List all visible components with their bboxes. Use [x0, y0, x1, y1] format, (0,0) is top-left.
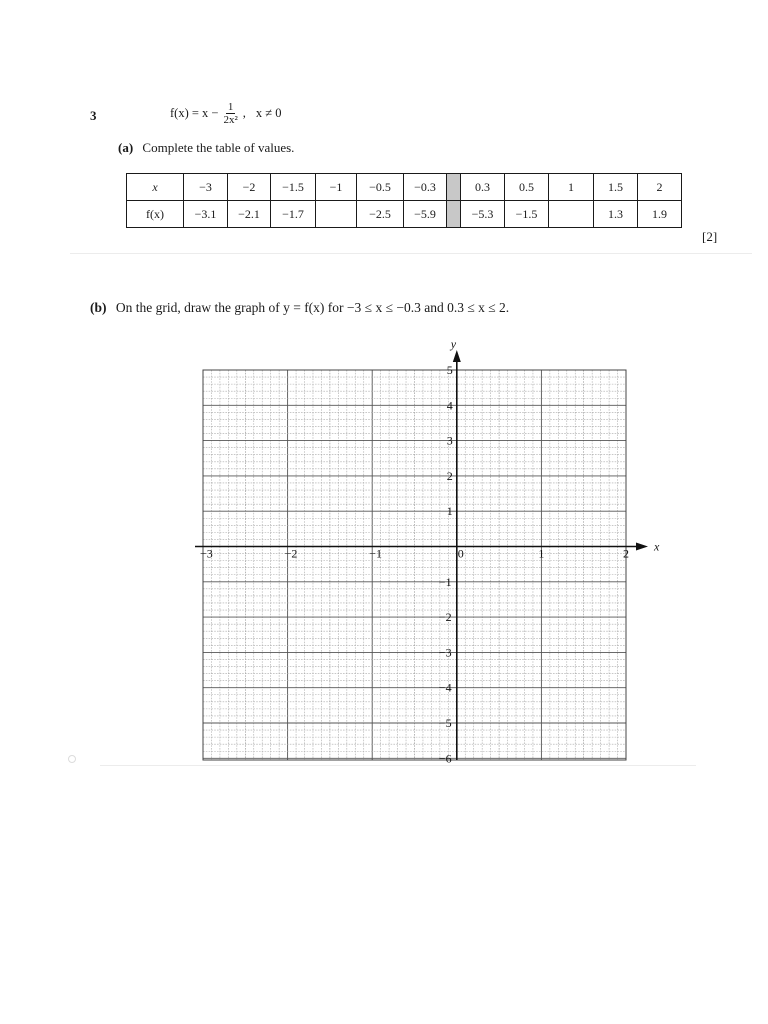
question-number: 3	[90, 108, 97, 123]
function-lhs: f(x) = x −	[170, 106, 219, 120]
table-cell-fx: −2.1	[228, 201, 271, 228]
y-tick-label: −2	[438, 610, 452, 625]
table-cell-fx: −1.5	[505, 201, 549, 228]
table-cell-x: 1	[549, 174, 594, 201]
part-a-instruction: Complete the table of values.	[142, 140, 295, 155]
table-cell-fx: −5.3	[461, 201, 505, 228]
table-cell-x: −3	[184, 174, 228, 201]
y-tick-label: −4	[438, 680, 452, 695]
x-axis-label: x	[654, 539, 660, 554]
fraction-numerator: 1	[227, 101, 234, 113]
fraction-denominator: 2x²	[223, 114, 238, 126]
x-tick-label: 1	[538, 546, 545, 561]
table-cell-fx: 1.3	[594, 201, 638, 228]
y-tick-label: −1	[438, 574, 452, 589]
y-tick-label: 3	[446, 433, 453, 448]
y-tick-label: −3	[438, 645, 452, 660]
table-cell-x: −2	[228, 174, 271, 201]
y-tick-label: 2	[446, 468, 453, 483]
x-tick-label: −3	[200, 546, 213, 561]
table-cell-fx: −5.9	[404, 201, 447, 228]
y-tick-label: 5	[446, 363, 453, 377]
table-cell-fx: −1.7	[271, 201, 316, 228]
part-b-instruction: On the grid, draw the graph of y = f(x) for −3 ≤ x ≤ −0.3 and 0.3 ≤ x ≤ 2.	[115, 300, 510, 315]
y-tick-label: 1	[446, 504, 453, 519]
table-cell-x: 1.5	[594, 174, 638, 201]
function-condition: x ≠ 0	[255, 106, 282, 120]
table-cell-x: −0.3	[404, 174, 447, 201]
x-axis-arrow-icon	[636, 543, 648, 551]
divider	[100, 765, 696, 766]
part-a-label: (a)	[118, 140, 134, 155]
table-cell-x: 2	[638, 174, 682, 201]
y-axis-label: y	[450, 337, 457, 351]
table-cell-x: 0.5	[505, 174, 549, 201]
y-tick-label: 4	[446, 398, 453, 413]
part-a-marks: [2]	[702, 229, 718, 244]
function-comma: ,	[242, 106, 246, 120]
x-tick-label: −2	[284, 546, 298, 561]
y-tick-label: −6	[438, 751, 452, 766]
margin-mark	[68, 755, 76, 763]
part-b-label: (b)	[90, 300, 107, 315]
table-cell-fx: −2.5	[357, 201, 404, 228]
table-cell-fx: 1.9	[638, 201, 682, 228]
x-tick-label: 0	[457, 546, 464, 561]
table-cell-x: 0.3	[461, 174, 505, 201]
y-axis-arrow-icon	[453, 350, 461, 362]
table-cell-x: −0.5	[357, 174, 404, 201]
row-label-fx: f(x)	[127, 201, 184, 228]
y-tick-label: −5	[438, 716, 452, 730]
table-cell-x: −1.5	[271, 174, 316, 201]
table-cell-x: −1	[316, 174, 357, 201]
table-cell-fx: −3.1	[184, 201, 228, 228]
x-tick-label: −1	[369, 546, 382, 561]
row-label-x: x	[127, 174, 184, 201]
x-tick-label: 2	[623, 546, 629, 561]
